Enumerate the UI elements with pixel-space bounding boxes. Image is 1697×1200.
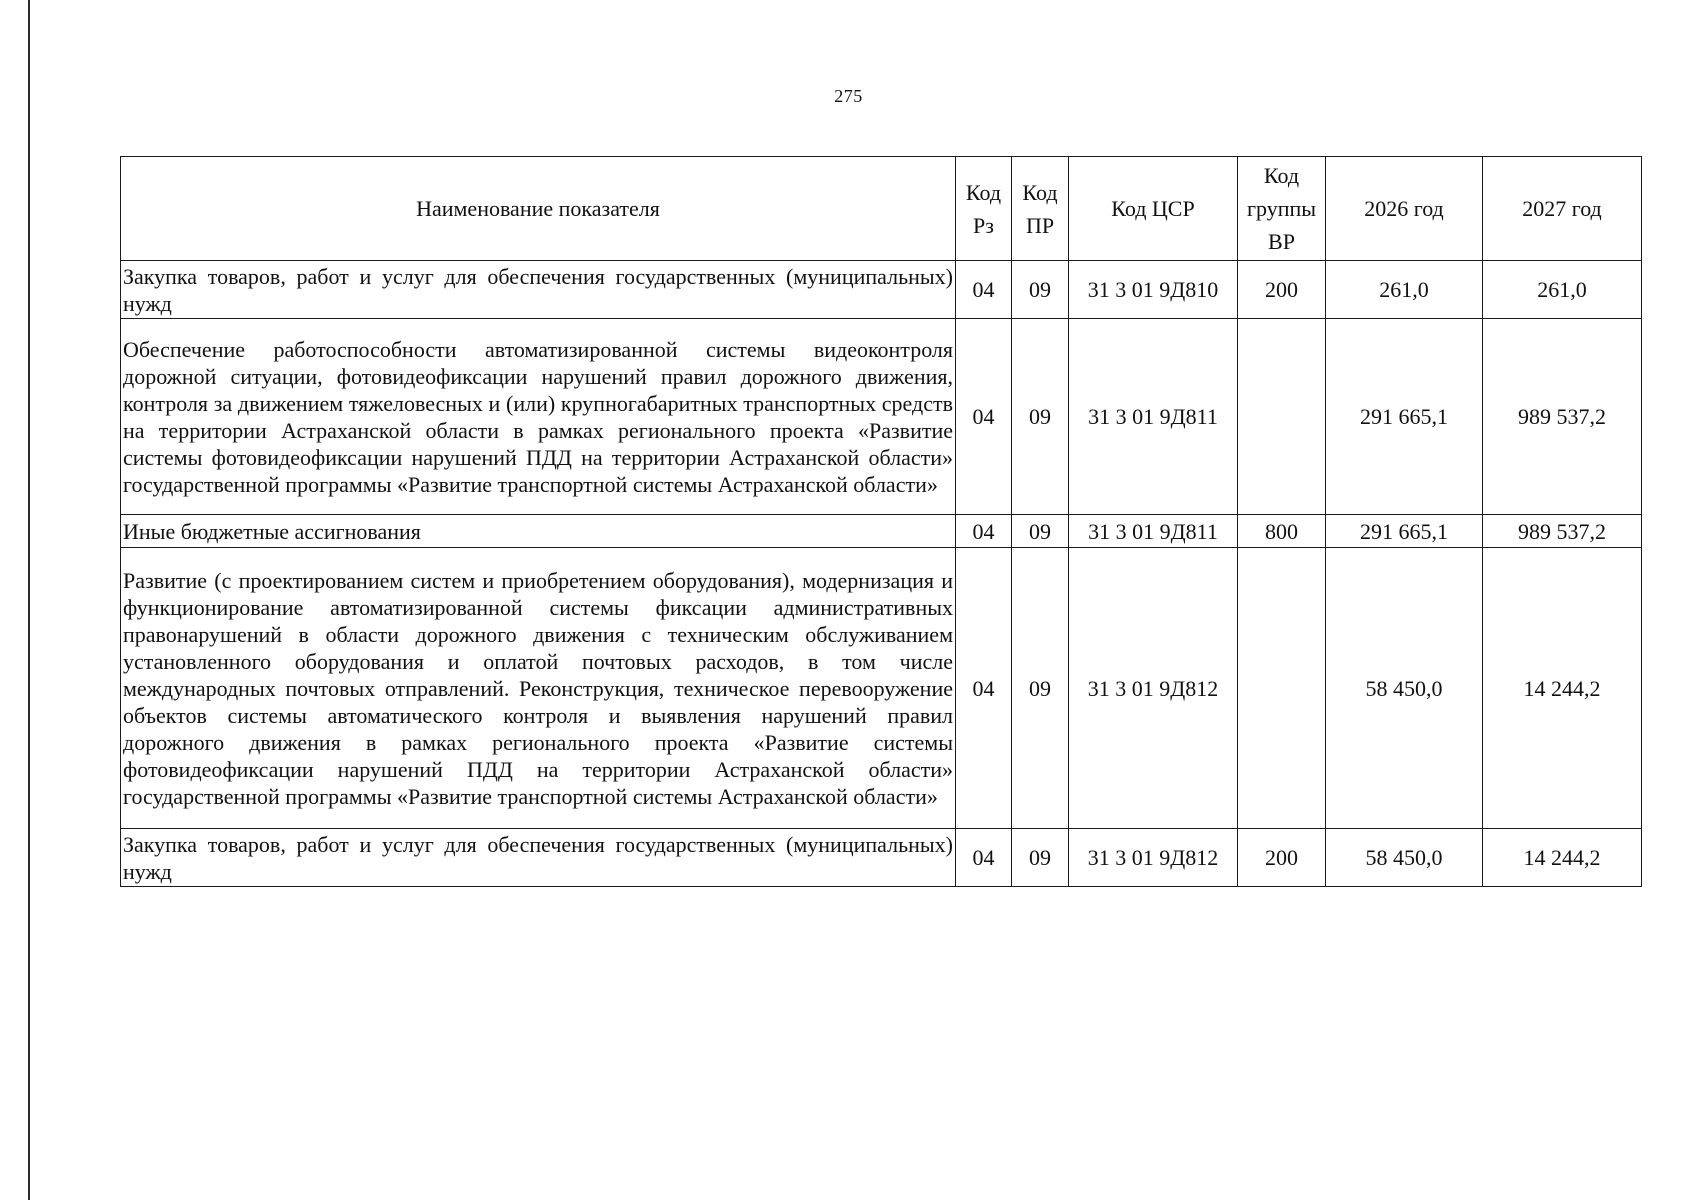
row-name: Развитие (с проектированием систем и приобретением оборудования), модернизация и функционирование автоматизированной системы фиксации административных правонарушений в области дорожного движения с техническим обслуживанием установленного оборудования и оплатой почтовых расходов, в том числе международных почтовых отправлений. Реконструкция, техническое перевооружение объектов системы автоматического контроля и выявления нарушений правил дорожного движения в рамках регионального проекта «Развитие системы фотовидеофиксации нарушений ПДД на территории Астраханской области» государственной программы «Развитие транспортной системы Астраханской области» (121, 548, 956, 829)
row-pr: 09 (1012, 319, 1069, 515)
header-vr: Код группы ВР (1238, 157, 1326, 261)
row-pr: 09 (1012, 548, 1069, 829)
table-row (121, 515, 1642, 548)
row-2026: 291 665,1 (1326, 515, 1483, 548)
row-csr: 31 3 01 9Д810 (1069, 261, 1238, 319)
row-vr: 200 (1238, 261, 1326, 319)
row-2027: 14 244,2 (1483, 829, 1642, 887)
row-pr: 09 (1012, 829, 1069, 887)
row-2026: 291 665,1 (1326, 319, 1483, 515)
row-csr: 31 3 01 9Д812 (1069, 829, 1238, 887)
row-csr: 31 3 01 9Д812 (1069, 548, 1238, 829)
row-2027: 989 537,2 (1483, 319, 1642, 515)
row-pr: 09 (1012, 515, 1069, 548)
row-2027: 989 537,2 (1483, 515, 1642, 548)
row-rz: 04 (956, 829, 1012, 887)
row-rz: 04 (956, 515, 1012, 548)
header-pr: Код ПР (1012, 157, 1069, 261)
row-2027: 261,0 (1483, 261, 1642, 319)
row-rz: 04 (956, 319, 1012, 515)
row-2026: 58 450,0 (1326, 829, 1483, 887)
header-rz: Код Рз (956, 157, 1012, 261)
row-2027: 14 244,2 (1483, 548, 1642, 829)
row-vr (1238, 319, 1326, 515)
row-vr: 200 (1238, 829, 1326, 887)
table-row (121, 548, 1642, 829)
budget-table (120, 156, 1642, 887)
row-csr: 31 3 01 9Д811 (1069, 319, 1238, 515)
row-rz: 04 (956, 261, 1012, 319)
row-name: Закупка товаров, работ и услуг для обеспечения государственных (муниципальных) нужд (121, 261, 956, 319)
row-name: Обеспечение работоспособности автоматизированной системы видеоконтроля дорожной ситуации, фотовидеофиксации нарушений правил дорожного движения, контроля за движением тяжеловесных и (или) крупногабаритных транспортных средств на территории Астраханской области в рамках регионального проекта «Развитие системы фотовидеофиксации нарушений ПДД на территории Астраханской области» государственной программы «Развитие транспортной системы Астраханской области» (121, 319, 956, 515)
table-row (121, 829, 1642, 887)
table-row (121, 261, 1642, 319)
header-name: Наименование показателя (121, 157, 956, 261)
row-rz: 04 (956, 548, 1012, 829)
row-name: Закупка товаров, работ и услуг для обеспечения государственных (муниципальных) нужд (121, 829, 956, 887)
row-name: Иные бюджетные ассигнования (121, 515, 956, 548)
binding-edge-line (28, 0, 30, 1200)
row-pr: 09 (1012, 261, 1069, 319)
row-csr: 31 3 01 9Д811 (1069, 515, 1238, 548)
row-vr (1238, 548, 1326, 829)
header-csr: Код ЦСР (1069, 157, 1238, 261)
row-2026: 58 450,0 (1326, 548, 1483, 829)
table-header-row (121, 157, 1642, 261)
header-2026: 2026 год (1326, 157, 1483, 261)
row-vr: 800 (1238, 515, 1326, 548)
table-row (121, 319, 1642, 515)
row-2026: 261,0 (1326, 261, 1483, 319)
page-number: 275 (834, 86, 863, 106)
header-2027: 2027 год (1483, 157, 1642, 261)
